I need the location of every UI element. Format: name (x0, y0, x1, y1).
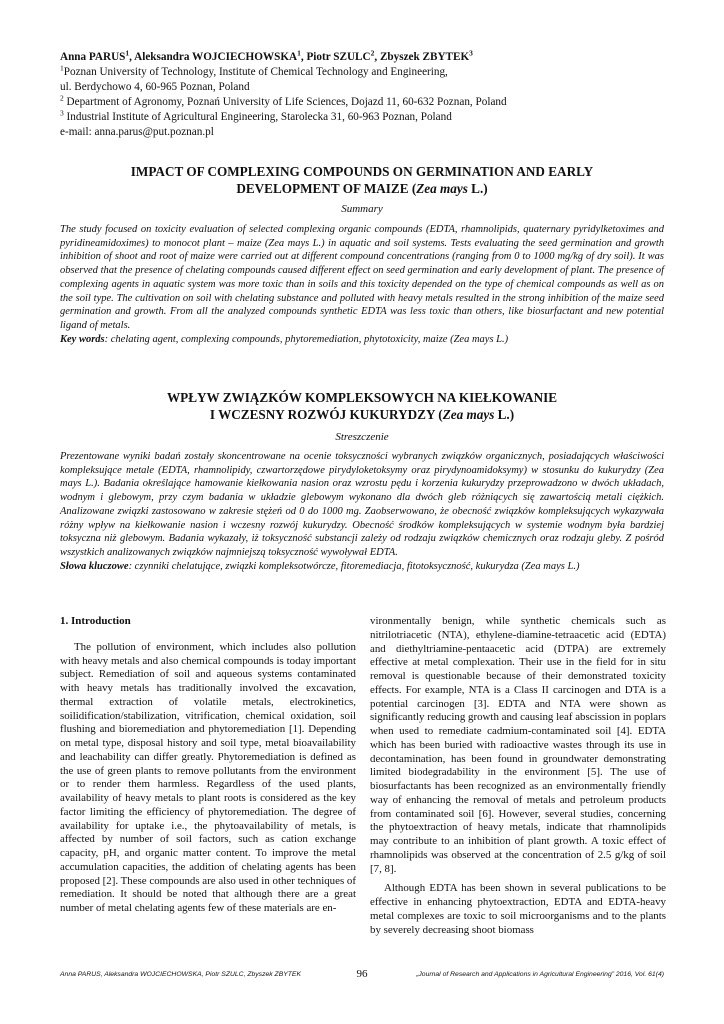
intro-paragraph-continued: vironmentally benign, while synthetic chemicals such as nitrilotriacetic (NTA), ethylene-diamine-tetraacetic acid (EDTA) and diethyltriamine-pentaacetic acid (DTPA) are extremely effective at metal complexation. Their use in the field for in situ removal is questionable because of their demonstrated toxicity effects. For example, NTA is a Class II carcinogen and DTA is a potential carcinogen [3]. EDTA and NTA were shown as significantly reducing growth and causing leaf abscission in poplars when used to remediate cadmium-contaminated soil [4]. EDTA which has been buried with radioactive wastes through its use in decontamination, has been found in groundwater demonstrating limited biodegradability in the environment [5]. The use of biosurfactants has been recognized as an environmentally friendly way of enhancing the removal of metals and petroleum products from contaminated soil [6]. However, several studies, concerning the phytoextraction of heavy metals, indicate that rhamnolipids may contribute to an inhibition of plant growth. A toxic effect of rhamnolipids was observed at the concentration of 2.5 g/kg of soil [7, 8]. (370, 615, 666, 875)
author-affil-sup: 3 (469, 48, 473, 58)
section-title-introduction: 1. Introduction (60, 615, 131, 627)
author-name: Aleksandra WOJCIECHOWSKA (134, 51, 298, 63)
right-column (370, 615, 666, 937)
affiliation-1: $^1$Poznan University of Technology, Institute of Chemical Technology and Engineering, (60, 63, 448, 78)
keywords-text: : chelating agent, complexing compounds, phytoremediation, phytotoxicity, maize (Zea mays L.) (104, 333, 509, 345)
english-abstract (60, 223, 664, 346)
author-affil-sup: 1 (125, 48, 130, 58)
slowa-kluczowe-text: : czynniki chelatujące, związki kompleksotwórcze, fitoremediacja, fitotoksyczność, kukurydza (Zea mays L.) (128, 560, 580, 572)
affiliation-3: $^3$ Industrial Institute of Agricultural Engineering, Starolecka 31, 60-963 Poznan, Poland (60, 108, 452, 123)
slowa-kluczowe-label: Słowa kluczowe (60, 560, 129, 572)
english-title-line-2: DEVELOPMENT OF MAIZE (Zea mays L.) (236, 181, 488, 196)
footer-authors: Anna PARUS, Aleksandra WOJCIECHOWSKA, Piotr SZULC, Zbyszek ZBYTEK (60, 971, 301, 978)
polish-title-line-2: I WCZESNY ROZWÓJ KUKURYDZY (Zea mays L.) (209, 407, 515, 422)
streszczenie-heading: Streszczenie (335, 431, 389, 443)
author-affil-sup: 2 (370, 48, 375, 58)
left-column (60, 615, 356, 916)
intro-paragraph-1: The pollution of environment, which includes also pollution with heavy metals and also chemical compounds is today important subject. Remediation of soil and aqueous systems contaminated with heavy metals has traditionally involved the excavation, thermal extraction of volatile metals, electrokinetics, soilidification/stabilization, vitrification, chemical oxidation, soil flushing and bioremediation and phytoremediation [1]. Depending on metal type, disposal history and soil type, metal bioavailability and leachability can differ greatly. Phytoremediation is defined as the use of green plants to remove pollutants from the environment or to render them harmless. Regardless of the used plants, availability of heavy metals to plant roots is considered as the key factor limiting the efficiency of phytoremediation. The degree of availability for uptake i.e., the phytoavailability of metals, is affected by number of soil factors, such as cation exchange capacity, pH, and organic matter content. To improve the metal accumulation capacities, the addition of chelating agents has been proposed [2]. These compounds are also used in other techniques of remediation. It should be noted that although there are a great number of metal chelating agents few of these materials are en- (60, 640, 356, 914)
contact-email: e-mail: anna.parus@put.poznan.pl (60, 126, 214, 138)
author-name: Piotr SZULC (306, 51, 371, 63)
affiliation-2: $^2$ Department of Agronomy, Poznań University of Life Sciences, Dojazd 11, 60-632 Poznan, Poland (60, 93, 507, 108)
author-block (60, 50, 680, 140)
summary-text: The study focused on toxicity evaluation of selected complexing organic compounds (EDTA, rhamnolipids, quaternary pyridylketoximes and pyridineamidoximes) to monocot plant – maize (Zea mays L.) in aquatic and soil systems. Tests evaluating the seed germination and growth inhibition of shoot and root of maize were carried out at different compound concentrations (ranging from 0 to 1000 mg/kg of dry soil). It was observed that the presence of chelating compounds caused different effect on seed germination and early development of plant. The presence of complexing agents in aquatic system was more toxic than in soils and this toxicity depended on the type of chemical compounds as well as on the soil type. The cultivation on soil with chelating substance and polluted with heavy metals resulted in the strong inhibition of the maize seed germination and growth. From all the analyzed compounds synthetic EDTA was less toxic than others, like biosurfactant and new potential ligand of metals. (60, 224, 664, 331)
streszczenie-text: Prezentowane wyniki badań zostały skoncentrowane na ocenie toksyczności wybranych związków organicznych, posiadających właściwości kompleksujące metale (EDTA, rhamnolipidy, czwartorzędowe pirydyloketoksymy oraz pirydynoamidoksymy) w stosunku do kukurydzy (Zea mays L.). Badania określające hamowanie kiełkowania nasion oraz wzrostu pędu i korzenia kukurydzy przeprowadzono w dwóch układach, wodnym i glebowym, przy czym badania w układzie glebowym wykonano dla dwóch gleb różniących się zawartością metali ciężkich. Analizowane związki zastosowano w zakresie stężeń od 0 do 1000 mg. Zaobserwowano, że obecność związków kompleksujących wykazywała różny wpływ na kiełkowanie nasion i wczesny rozwój kukurydzy. Obecność środków kompleksujących w systemie wodnym była bardziej toksyczna niż glebowym. Badania wykazały, iż toksyczność substancji zależy od rodzaju związków chemicznych oraz rodzaju gleby. Z pośród wszystkich analizowanych związków najmniejszą toksyczność wywoływał EDTA. (60, 451, 664, 558)
author-name: Anna PARUS (60, 51, 126, 63)
intro-paragraph-2: Although EDTA has been shown in several publications to be effective in enhancing phytoextraction, EDTA and EDTA-heavy metal complexes are toxic to soil microorganisms and to the plants by severely decreasing shoot biomass (370, 882, 666, 936)
author-affil-sup: 1 (297, 48, 301, 58)
polish-title-line-1: WPŁYW ZWIĄZKÓW KOMPLEKSOWYCH NA KIEŁKOWANIE (166, 390, 558, 405)
affiliation-1-address: ul. Berdychowo 4, 60-965 Poznan, Poland (60, 81, 250, 93)
footer-journal: „Journal of Research and Applications in Agricultural Engineering” 2016, Vol. 61(4) (416, 971, 664, 978)
summary-heading: Summary (341, 203, 383, 215)
page-footer (60, 968, 664, 984)
english-title (60, 163, 664, 197)
author-name: Zbyszek ZBYTEK (379, 51, 470, 63)
polish-title (60, 389, 664, 423)
keywords-label: Key words (60, 333, 105, 345)
page-number: 96 (356, 968, 368, 980)
author-names: Anna PARUS$^1$, Aleksandra WOJCIECHOWSKA$^1$, Piotr SZULC$^2$, Zbyszek ZBYTEK$^3$ (60, 48, 473, 63)
english-title-line-1: IMPACT OF COMPLEXING COMPOUNDS ON GERMINATION AND EARLY (130, 164, 594, 179)
polish-abstract (60, 450, 664, 573)
